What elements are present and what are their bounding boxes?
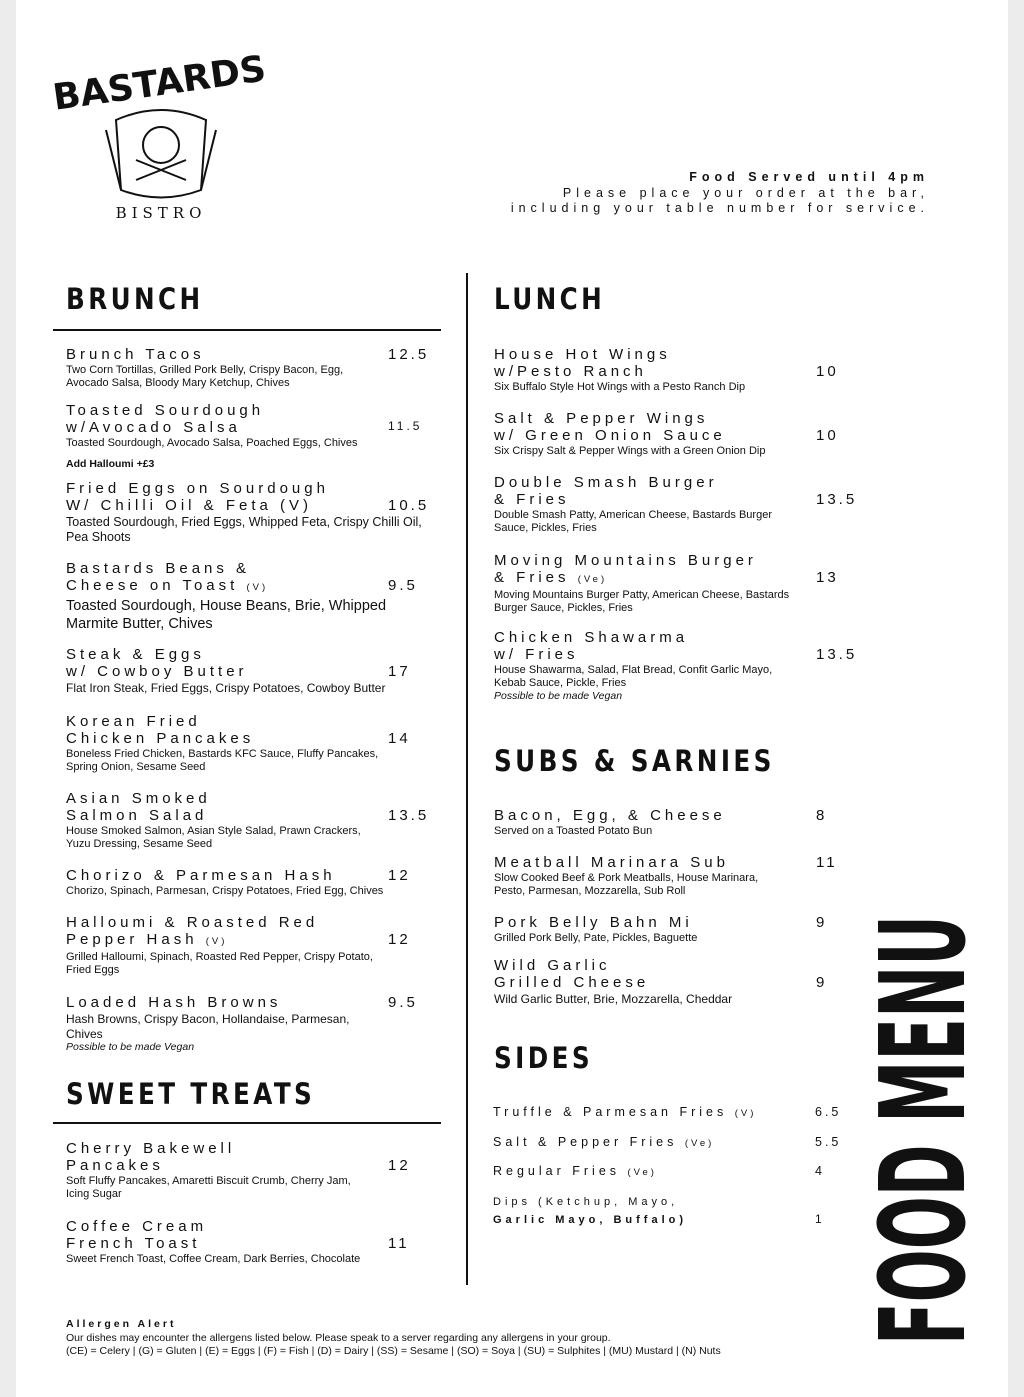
item-name: Bacon, Egg, & Cheese: [494, 807, 726, 824]
side-name-line2: Garlic Mayo, Buffalo): [493, 1214, 688, 1226]
side-price: 1: [815, 1212, 825, 1226]
item-name-line2: & Fries: [494, 491, 570, 508]
service-note: [511, 170, 929, 217]
item-name: Asian Smoked: [66, 790, 211, 807]
service-instruction-2: including your table number for service.: [510, 201, 929, 215]
item-name-line2: Pancakes: [66, 1157, 164, 1174]
menu-item: [494, 474, 894, 535]
allergen-info: Our dishes may encounter the allergens listed below. Please speak to a server regarding any allergens in your group.: [66, 1331, 611, 1344]
item-price: 9: [816, 914, 828, 931]
item-name: Wild Garlic: [494, 957, 611, 974]
item-price: 12: [388, 867, 411, 884]
item-price: 13.5: [388, 807, 430, 824]
item-name: Toasted Sourdough: [66, 402, 265, 419]
sweet-treats-heading: SWEET TREATS: [66, 1077, 316, 1111]
dietary-tag: (Ve): [577, 574, 608, 585]
item-name-line2: w/ Fries: [494, 646, 579, 663]
item-name-line2: w/Avocado Salsa: [66, 419, 241, 436]
menu-item: [494, 807, 894, 838]
vegan-note: Possible to be made Vegan: [494, 690, 623, 702]
allergen-alert: [66, 1318, 721, 1359]
item-name-line2: Chicken Pancakes: [66, 730, 255, 747]
menu-item: [494, 957, 894, 1007]
item-name-line2: Salmon Salad: [66, 807, 208, 824]
menu-item: [66, 713, 466, 774]
item-name: Cherry Bakewell: [66, 1140, 236, 1157]
allergen-title: Allergen Alert: [66, 1318, 177, 1330]
item-name: House Hot Wings: [494, 346, 671, 363]
item-name: Fried Eggs on Sourdough: [66, 480, 329, 497]
item-name: Double Smash Burger: [494, 474, 718, 491]
item-description: Hash Browns, Crispy Bacon, Hollandaise, Parmesan, Chives: [66, 1012, 350, 1041]
side-item: [493, 1133, 863, 1153]
side-name: Salt & Pepper Fries: [493, 1135, 678, 1149]
side-name: Truffle & Parmesan Fries: [493, 1105, 728, 1119]
item-name-line2: Grilled Cheese: [494, 974, 650, 991]
side-item: [493, 1193, 863, 1229]
item-name-line2: w/ Green Onion Sauce: [494, 427, 726, 444]
menu-item: [66, 402, 466, 470]
brunch-heading: BRUNCH: [66, 282, 204, 316]
sweet-treats-divider: [53, 1122, 441, 1124]
item-price: 9: [816, 974, 828, 991]
side-item: [493, 1162, 863, 1182]
item-name-line2: w/ Cowboy Butter: [66, 663, 248, 680]
service-instruction-1: Please place your order at the bar,: [562, 185, 929, 200]
bastards-logo: [50, 40, 269, 230]
item-description: Toasted Sourdough, Avocado Salsa, Poached Eggs, Chives: [66, 437, 358, 449]
item-price: 12.5: [388, 346, 430, 363]
column-divider: [466, 273, 468, 1285]
item-price: 13: [816, 569, 839, 586]
item-price: 9.5: [388, 994, 418, 1011]
food-menu-vertical-title: [854, 532, 992, 1360]
item-price: 8: [816, 807, 828, 824]
menu-item: [494, 629, 894, 703]
menu-item: [66, 1140, 466, 1201]
item-price: 17: [388, 663, 411, 680]
menu-item: [66, 790, 466, 851]
item-description: Toasted Sourdough, House Beans, Brie, Whipped Marmite Butter, Chives: [66, 598, 387, 632]
item-description: Sweet French Toast, Coffee Cream, Dark Berries, Chocolate: [66, 1253, 361, 1265]
item-name-line2: W/ Chilli Oil & Feta (V): [66, 497, 313, 514]
item-price: 9.5: [388, 577, 418, 594]
item-name-line2: Cheese on Toast: [66, 577, 239, 594]
menu-item: [66, 560, 466, 633]
item-price: 14: [388, 730, 411, 747]
item-description: House Shawarma, Salad, Flat Bread, Confit Garlic Mayo, Kebab Sauce, Pickle, Fries: [494, 664, 773, 689]
item-name: Korean Fried: [66, 713, 201, 730]
item-price: 10.5: [388, 497, 430, 514]
menu-item: [66, 480, 466, 545]
item-name: Chorizo & Parmesan Hash: [66, 867, 336, 884]
menu-item: [494, 346, 894, 394]
menu-item: [494, 914, 894, 945]
menu-item: [66, 646, 466, 696]
side-price: 4: [815, 1164, 825, 1178]
item-price: 11: [816, 854, 838, 871]
item-name: Steak & Eggs: [66, 646, 205, 663]
menu-item: [494, 854, 894, 898]
item-description: Toasted Sourdough, Fried Eggs, Whipped Feta, Crispy Chilli Oil, Pea Shoots: [66, 515, 422, 544]
item-name: Brunch Tacos: [66, 346, 205, 363]
item-description: Grilled Halloumi, Spinach, Roasted Red Pepper, Crispy Potato, Fried Eggs: [66, 951, 373, 976]
side-name: Regular Fries: [493, 1164, 621, 1178]
side-price: 6.5: [815, 1105, 842, 1119]
item-addon: Add Halloumi +£3: [66, 458, 155, 470]
vegan-note: Possible to be made Vegan: [66, 1041, 195, 1053]
item-price: 13.5: [816, 491, 858, 508]
item-name: Loaded Hash Browns: [66, 994, 282, 1011]
item-name-line2: Pepper Hash: [66, 931, 198, 948]
menu-page: [16, 0, 1008, 1397]
item-description: Slow Cooked Beef & Pork Meatballs, House Marinara, Pesto, Parmesan, Mozzarella, Sub Roll: [494, 872, 759, 897]
subs-sarnies-heading: SUBS & SARNIES: [494, 744, 775, 778]
item-description: Chorizo, Spinach, Parmesan, Crispy Potatoes, Fried Egg, Chives: [66, 885, 384, 897]
item-description: Served on a Toasted Potato Bun: [494, 825, 653, 837]
menu-item: [66, 994, 466, 1054]
menu-item: [494, 410, 894, 458]
item-name-line2: French Toast: [66, 1235, 201, 1252]
dietary-tag: (V): [246, 582, 269, 593]
sides-heading: SIDES: [494, 1041, 593, 1075]
dietary-tag: (Ve): [684, 1138, 715, 1149]
lunch-heading: LUNCH: [494, 282, 606, 316]
item-description: Six Crispy Salt & Pepper Wings with a Green Onion Dip: [494, 445, 766, 457]
item-name: Pork Belly Bahn Mi: [494, 914, 693, 931]
logo-illustration-icon: [106, 110, 216, 198]
dietary-tag: (Ve): [627, 1167, 657, 1178]
item-description: Wild Garlic Butter, Brie, Mozzarella, Cheddar: [494, 992, 733, 1006]
item-description: Soft Fluffy Pancakes, Amaretti Biscuit Crumb, Cherry Jam, Icing Sugar: [66, 1175, 351, 1200]
menu-item: [66, 867, 466, 898]
item-name: Meatball Marinara Sub: [494, 854, 729, 871]
service-hours: Food Served until 4pm: [689, 170, 929, 184]
item-name-line2: w/Pesto Ranch: [494, 363, 647, 380]
item-description: Double Smash Patty, American Cheese, Bastards Burger Sauce, Pickles, Fries: [494, 509, 772, 534]
item-price: 11: [388, 1235, 410, 1252]
menu-item: [66, 346, 466, 390]
item-name: Halloumi & Roasted Red: [66, 914, 319, 931]
logo-bistro: BISTRO: [115, 204, 207, 222]
item-price: 10: [816, 427, 839, 444]
brunch-divider: [53, 329, 441, 331]
item-description: Boneless Fried Chicken, Bastards KFC Sauce, Fluffy Pancakes, Spring Onion, Sesame Seed: [66, 748, 379, 773]
item-price: 13.5: [816, 646, 858, 663]
item-description: Flat Iron Steak, Fried Eggs, Crispy Potatoes, Cowboy Butter: [66, 681, 386, 695]
side-price: 5.5: [815, 1135, 842, 1149]
dietary-tag: (V): [205, 936, 228, 947]
side-item: [493, 1103, 863, 1123]
item-name: Chicken Shawarma: [494, 629, 689, 646]
allergen-list: (CE) = Celery | (G) = Gluten | (E) = Eggs | (F) = Fish | (D) = Dairy | (SS) = Sesame | (SO) = Soya | (SU) = Sulphites | (MU) Mustard | (N) Nuts: [66, 1345, 721, 1357]
item-price: 12: [388, 1157, 411, 1174]
item-price: 10: [816, 363, 839, 380]
menu-item: [494, 552, 894, 615]
item-name: Bastards Beans &: [66, 560, 251, 577]
item-price: 12: [388, 931, 411, 948]
item-description: House Smoked Salmon, Asian Style Salad, Prawn Crackers, Yuzu Dressing, Sesame Seed: [66, 825, 361, 850]
item-name-line2: & Fries: [494, 569, 570, 586]
item-description: Two Corn Tortillas, Grilled Pork Belly, Crispy Bacon, Egg, Avocado Salsa, Bloody Mary Ketchup, Chives: [66, 364, 344, 389]
menu-item: [66, 914, 466, 977]
item-description: Grilled Pork Belly, Pate, Pickles, Baguette: [494, 932, 698, 944]
logo-wordmark: BASTARDS: [50, 48, 269, 119]
menu-item: [66, 1218, 466, 1266]
item-name: Moving Mountains Burger: [494, 552, 757, 569]
item-description: Moving Mountains Burger Patty, American Cheese, Bastards Burger Sauce, Pickles, Fries: [494, 589, 790, 614]
item-price: 11.5: [388, 419, 423, 433]
item-name: Coffee Cream: [66, 1218, 208, 1235]
dietary-tag: (V): [734, 1108, 757, 1119]
side-name: Dips (Ketchup, Mayo,: [493, 1196, 679, 1208]
item-description: Six Buffalo Style Hot Wings with a Pesto Ranch Dip: [494, 381, 746, 393]
item-name: Salt & Pepper Wings: [494, 410, 709, 427]
vertical-title-text: FOOD MENU: [854, 532, 992, 1345]
